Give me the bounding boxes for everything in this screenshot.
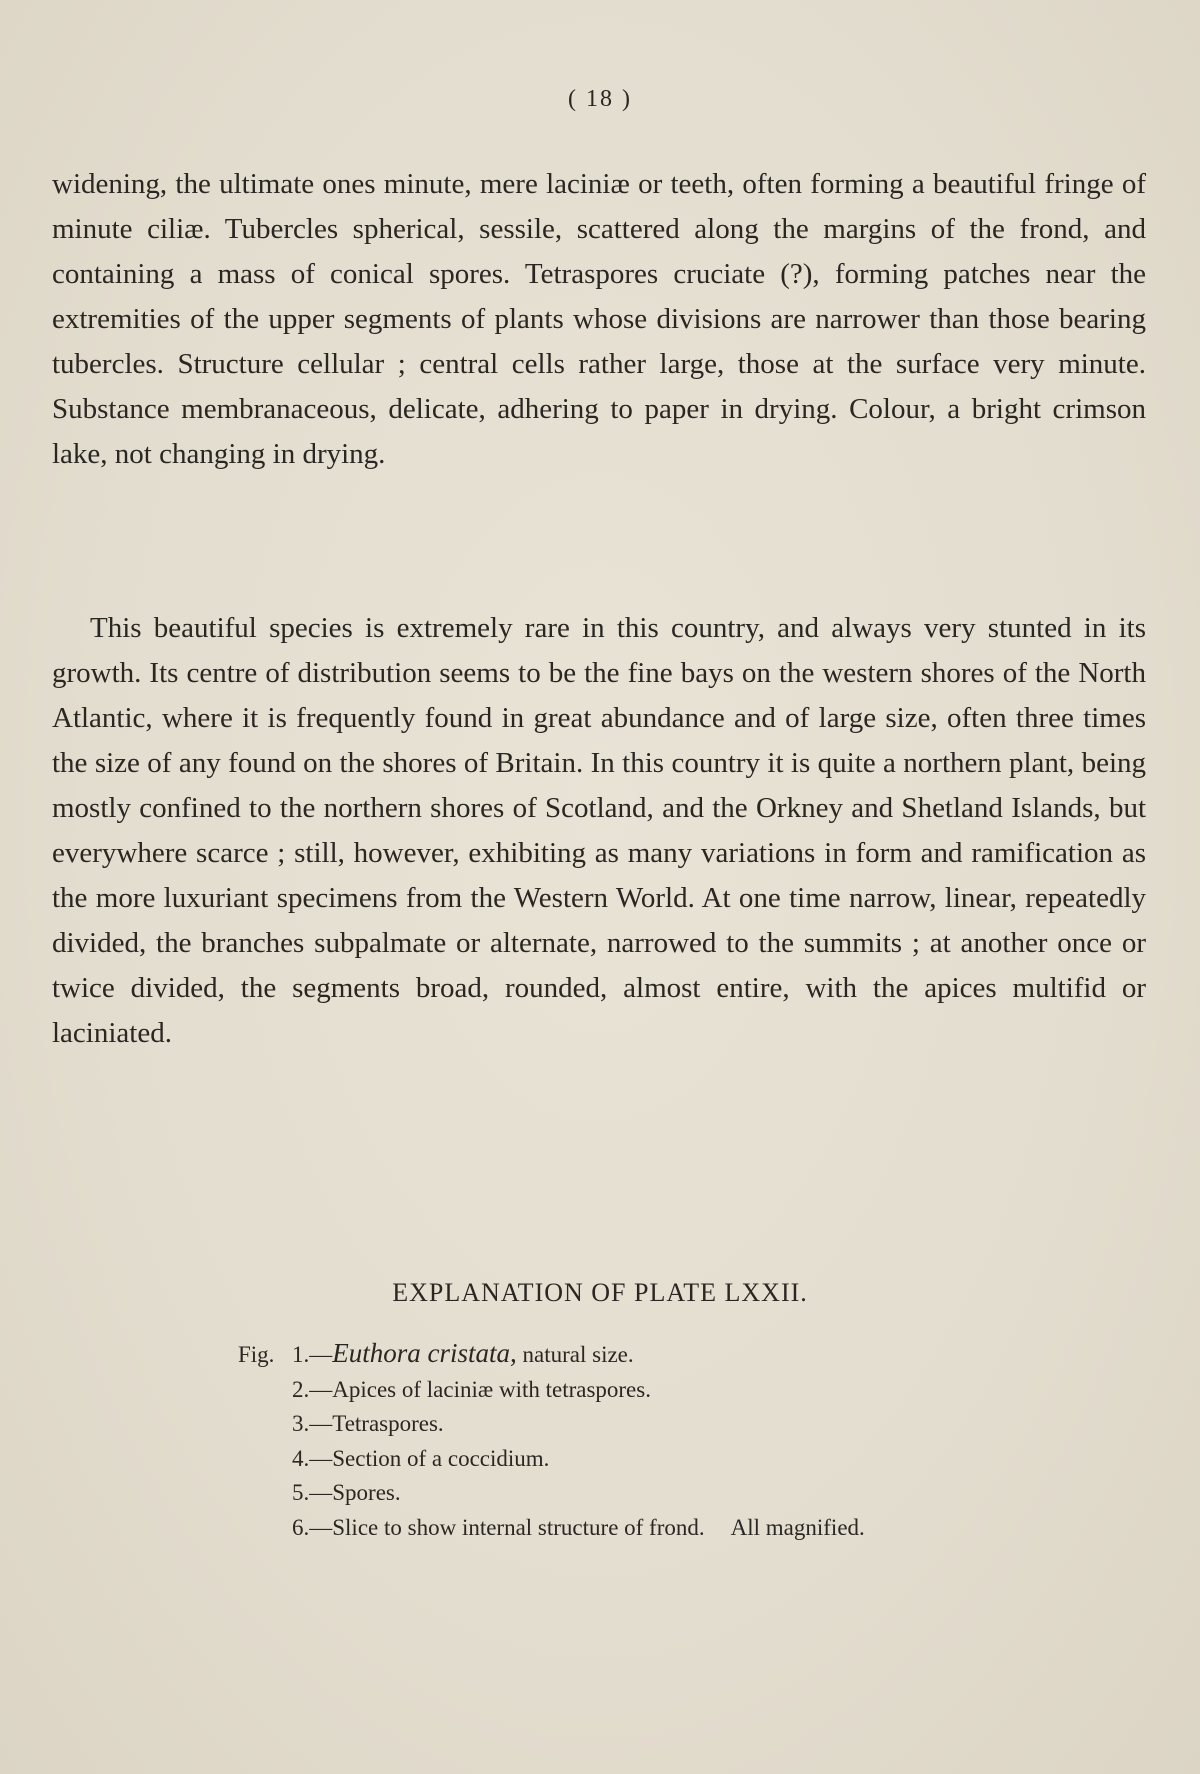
figure-item-1 xyxy=(238,1336,1138,1373)
species-name: Euthora cristata, xyxy=(332,1338,517,1368)
figure-caption: Tetraspores. xyxy=(332,1411,444,1436)
figure-item-2 xyxy=(238,1373,1138,1408)
figure-caption: Spores. xyxy=(332,1480,401,1505)
plate-explanation-title: EXPLANATION OF PLATE LXXII. xyxy=(392,1278,808,1307)
figure-number: 3.— xyxy=(292,1411,333,1436)
figure-number: 6.— xyxy=(292,1514,333,1540)
figure-item-3 xyxy=(238,1407,1138,1442)
paragraph-description: widening, the ultimate ones minute, mere laciniæ or teeth, often forming a beautiful fringe of minute ciliæ. Tubercles spherical, sessile, scattered along the margins of the frond, and containing a mass of conical spores. Tetraspores cruciate (?), forming patches near the extremities of the upper segments of plants whose divisions are narrower than those bearing tubercles. Structure cellular ; central cells rather large, those at the surface very minute. Substance membranaceous, delicate, adhering to paper in drying. Colour, a bright crimson lake, not changing in drying. xyxy=(52,168,1146,470)
paragraph-distribution: This beautiful species is extremely rare in this country, and always very stunted in its growth. Its centre of distribution seems to be the fine bays on the western shores of the North Atlantic, where it is frequently found in great abundance and of large size, often three times the size of any found on the shores of Britain. In this country it is quite a northern plant, being mostly confined to the northern shores of Scotland, and the Orkney and Shetland Islands, but everywhere scarce ; still, however, exhibiting as many variations in form and ramification as the more luxuriant specimens from the Western World. At one time narrow, linear, repeatedly divided, the branches subpalmate or alternate, narrowed to the summits ; at another once or twice divided, the segments broad, rounded, almost entire, with the apices multifid or laciniated. xyxy=(52,612,1146,1049)
figure-list xyxy=(238,1336,1138,1545)
figure-caption: natural size. xyxy=(522,1342,634,1367)
figure-number: 2.— xyxy=(292,1376,333,1402)
magnification-note: All magnified. xyxy=(730,1514,865,1540)
figure-item-4 xyxy=(238,1442,1138,1477)
figure-number: 5.— xyxy=(292,1480,333,1505)
figure-item-6 xyxy=(238,1511,1138,1546)
figure-number: 4.— xyxy=(292,1445,333,1471)
figure-number: 1.— xyxy=(292,1342,333,1367)
figure-item-5 xyxy=(238,1476,1138,1511)
figure-caption: Slice to show internal structure of frond. xyxy=(332,1514,705,1540)
figure-caption: Section of a coccidium. xyxy=(332,1445,550,1471)
page-number: ( 18 ) xyxy=(568,86,632,112)
fig-prefix: Fig. xyxy=(238,1342,275,1367)
figure-caption: Apices of laciniæ with tetraspores. xyxy=(332,1376,651,1402)
